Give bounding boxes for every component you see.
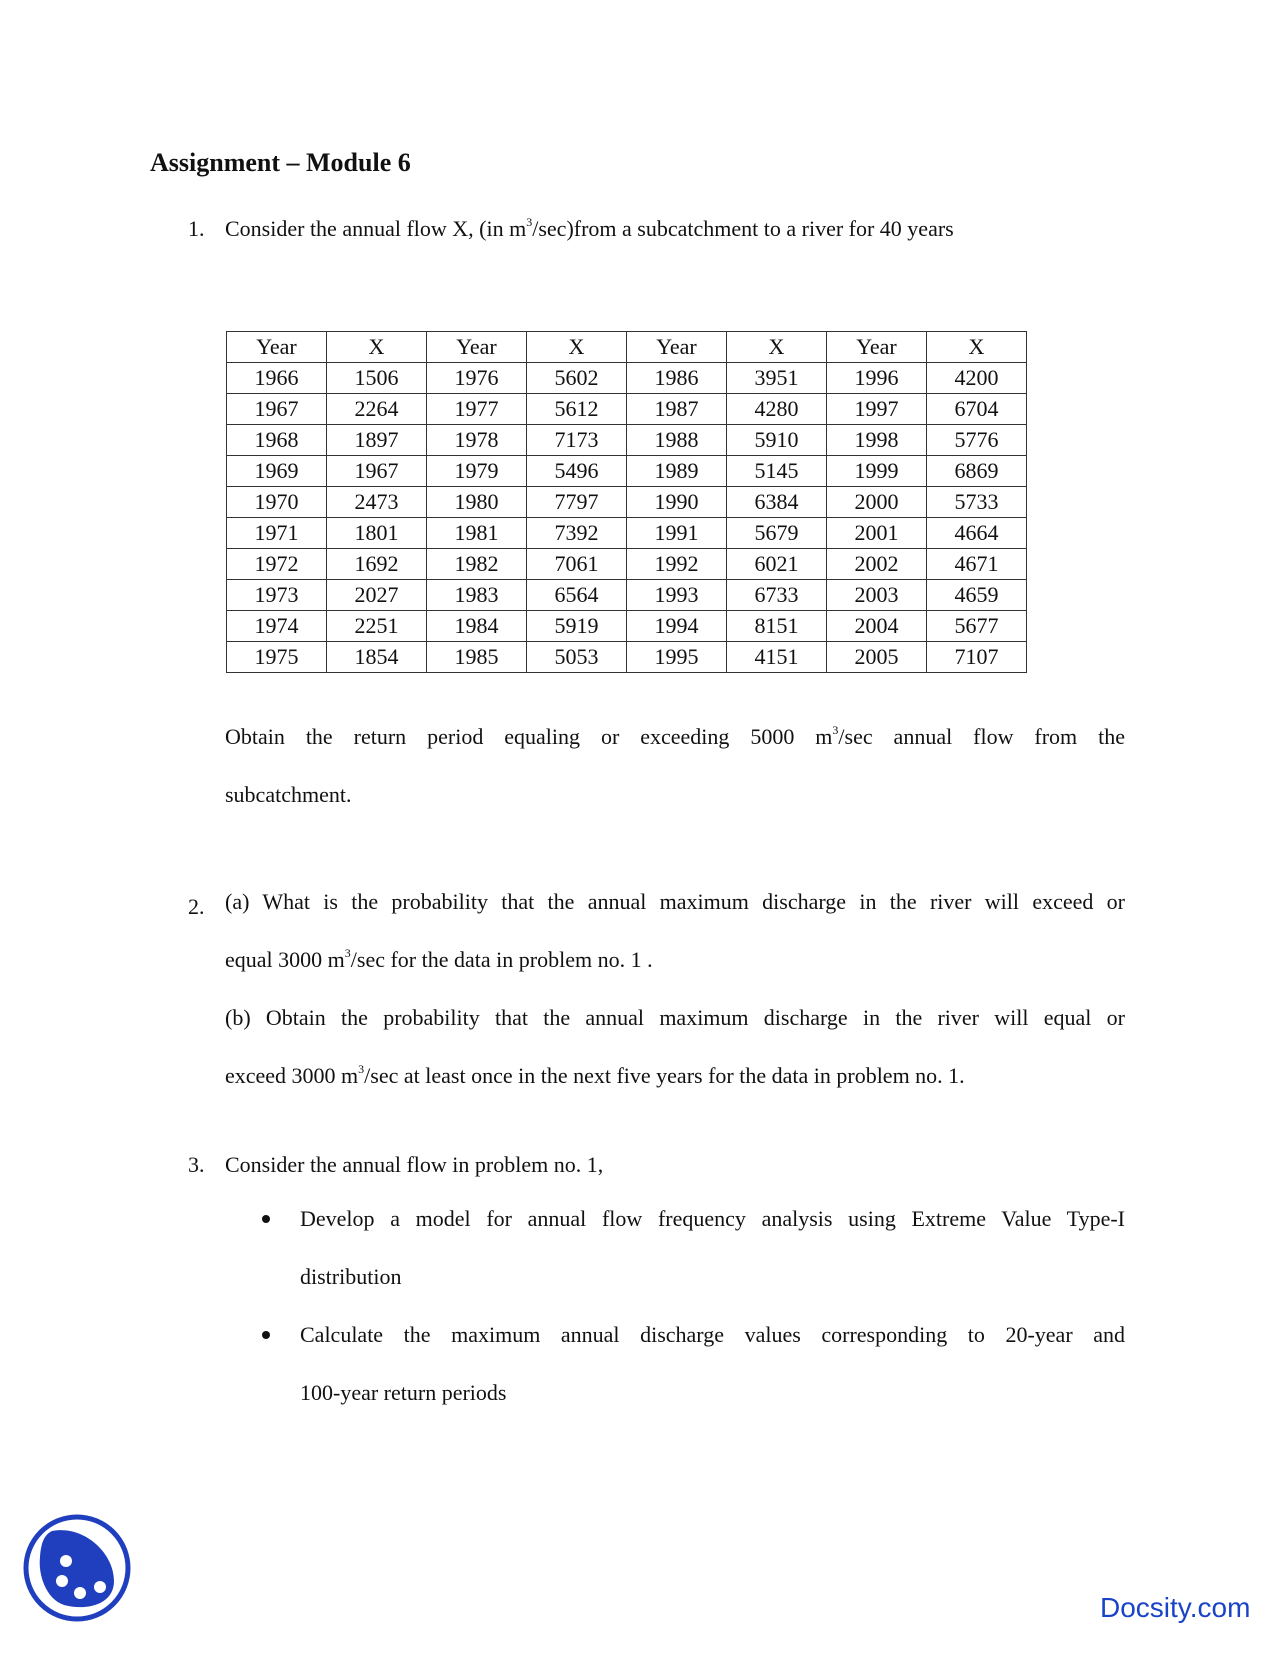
year-cell: 1975: [227, 642, 327, 673]
bullet-line-2: distribution: [300, 1264, 402, 1289]
year-cell: 1966: [227, 363, 327, 394]
flow-value-cell: 6704: [927, 394, 1027, 425]
flow-value-cell: 1506: [327, 363, 427, 394]
table-row: [227, 363, 1027, 394]
year-cell: 1995: [627, 642, 727, 673]
year-cell: 1967: [227, 394, 327, 425]
docsity-logo-icon[interactable]: [22, 1513, 132, 1623]
year-cell: 1980: [427, 487, 527, 518]
flow-value-cell: 2027: [327, 580, 427, 611]
flow-value-cell: 4664: [927, 518, 1027, 549]
year-cell: 1984: [427, 611, 527, 642]
year-cell: 1985: [427, 642, 527, 673]
question-number: 3.: [188, 1152, 205, 1177]
flow-value-cell: 2264: [327, 394, 427, 425]
flow-value-cell: 1897: [327, 425, 427, 456]
flow-value-cell: 5910: [727, 425, 827, 456]
year-cell: 1999: [827, 456, 927, 487]
year-cell: 1969: [227, 456, 327, 487]
bullet-line-1: Develop a model for annual flow frequency analysis using Extreme Value Type-I: [300, 1206, 1125, 1231]
flow-value-cell: 1854: [327, 642, 427, 673]
year-cell: 1990: [627, 487, 727, 518]
flow-value-cell: 5053: [527, 642, 627, 673]
flow-value-cell: 5677: [927, 611, 1027, 642]
table-row: [227, 487, 1027, 518]
year-cell: 1996: [827, 363, 927, 394]
flow-value-cell: 1967: [327, 456, 427, 487]
flow-value-cell: 5496: [527, 456, 627, 487]
flow-value-cell: 3951: [727, 363, 827, 394]
flow-value-cell: 5919: [527, 611, 627, 642]
table-row: [227, 580, 1027, 611]
question-2-part-a: [225, 873, 1125, 989]
flow-value-cell: 2473: [327, 487, 427, 518]
year-cell: 2005: [827, 642, 927, 673]
table-row: [227, 642, 1027, 673]
part-a-line-1: (a) What is the probability that the annual maximum discharge in the river will exceed or: [225, 889, 1125, 914]
flow-value-cell: 6021: [727, 549, 827, 580]
year-cell: 1974: [227, 611, 327, 642]
flow-value-cell: 1692: [327, 549, 427, 580]
year-cell: 2002: [827, 549, 927, 580]
flow-value-cell: 4671: [927, 549, 1027, 580]
year-cell: 1989: [627, 456, 727, 487]
table-header-cell: Year: [427, 332, 527, 363]
year-cell: 1991: [627, 518, 727, 549]
part-b-line-1: (b) Obtain the probability that the annual maximum discharge in the river will equal or: [225, 1005, 1125, 1030]
year-cell: 1993: [627, 580, 727, 611]
year-cell: 1983: [427, 580, 527, 611]
year-cell: 1968: [227, 425, 327, 456]
flow-value-cell: 4151: [727, 642, 827, 673]
question-1-task: [225, 708, 1125, 824]
bullet-dot-icon: [262, 1331, 270, 1339]
flow-value-cell: 5733: [927, 487, 1027, 518]
year-cell: 1987: [627, 394, 727, 425]
flow-value-cell: 7107: [927, 642, 1027, 673]
flow-value-cell: 5602: [527, 363, 627, 394]
table-header-cell: Year: [627, 332, 727, 363]
question-number: 2.: [188, 894, 205, 919]
year-cell: 2004: [827, 611, 927, 642]
question-2-part-b: [225, 989, 1125, 1105]
year-cell: 1973: [227, 580, 327, 611]
year-cell: 1972: [227, 549, 327, 580]
bullet-line-1: Calculate the maximum annual discharge values corresponding to 20-year and: [300, 1322, 1125, 1347]
flow-value-cell: 4200: [927, 363, 1027, 394]
flow-value-cell: 5145: [727, 456, 827, 487]
flow-value-cell: 7797: [527, 487, 627, 518]
flow-value-cell: 7173: [527, 425, 627, 456]
year-cell: 1986: [627, 363, 727, 394]
table-row: [227, 456, 1027, 487]
page-title: Assignment – Module 6: [150, 148, 411, 177]
flow-value-cell: 5776: [927, 425, 1027, 456]
table-header-cell: X: [727, 332, 827, 363]
table-row: [227, 425, 1027, 456]
year-cell: 1994: [627, 611, 727, 642]
year-cell: 1981: [427, 518, 527, 549]
flow-value-cell: 7061: [527, 549, 627, 580]
table-header-cell: Year: [227, 332, 327, 363]
flow-value-cell: 6733: [727, 580, 827, 611]
bullet-line-2: 100-year return periods: [300, 1380, 507, 1405]
flow-value-cell: 2251: [327, 611, 427, 642]
year-cell: 1971: [227, 518, 327, 549]
question-text: Consider the annual flow X, (in $m^3/\sec)from$ a subcatchment to a river for 40 years: [225, 215, 954, 241]
flow-value-cell: 1801: [327, 518, 427, 549]
annual-flow-table: [226, 331, 1027, 673]
table-row: [227, 518, 1027, 549]
year-cell: 1997: [827, 394, 927, 425]
year-cell: 2001: [827, 518, 927, 549]
table-row: [227, 549, 1027, 580]
year-cell: 1982: [427, 549, 527, 580]
year-cell: 1979: [427, 456, 527, 487]
table-header-row: [227, 332, 1027, 363]
table-header-cell: X: [327, 332, 427, 363]
flow-value-cell: 6384: [727, 487, 827, 518]
flow-value-cell: 5679: [727, 518, 827, 549]
part-a-line-2: equal 3000 $m^3/\sec$ for the data in problem no. 1 .: [225, 946, 653, 972]
flow-value-cell: 5612: [527, 394, 627, 425]
question-text: Consider the annual flow in problem no. 1,: [225, 1152, 604, 1177]
table-header-cell: X: [527, 332, 627, 363]
task-line-1: Obtain the return period equaling or exceeding 5000 $m^3/\sec$ annual flow from the: [225, 723, 1125, 749]
table-row: [227, 394, 1027, 425]
flow-value-cell: 4659: [927, 580, 1027, 611]
table-header-cell: X: [927, 332, 1027, 363]
flow-value-cell: 6564: [527, 580, 627, 611]
question-number: 1.: [188, 216, 205, 241]
year-cell: 1978: [427, 425, 527, 456]
year-cell: 1998: [827, 425, 927, 456]
year-cell: 1976: [427, 363, 527, 394]
docsity-brand-link[interactable]: Docsity.com: [1100, 1592, 1251, 1623]
bullet-dot-icon: [262, 1215, 270, 1223]
year-cell: 2000: [827, 487, 927, 518]
flow-value-cell: 7392: [527, 518, 627, 549]
year-cell: 1988: [627, 425, 727, 456]
flow-value-cell: 4280: [727, 394, 827, 425]
flow-value-cell: 6869: [927, 456, 1027, 487]
year-cell: 1970: [227, 487, 327, 518]
task-line-2: subcatchment.: [225, 782, 352, 807]
year-cell: 1977: [427, 394, 527, 425]
flow-value-cell: 8151: [727, 611, 827, 642]
table-row: [227, 611, 1027, 642]
year-cell: 2003: [827, 580, 927, 611]
part-b-line-2: exceed 3000 $m^3/\sec$ at least once in the next five years for the data in problem no. 1.: [225, 1062, 965, 1088]
table-header-cell: Year: [827, 332, 927, 363]
year-cell: 1992: [627, 549, 727, 580]
